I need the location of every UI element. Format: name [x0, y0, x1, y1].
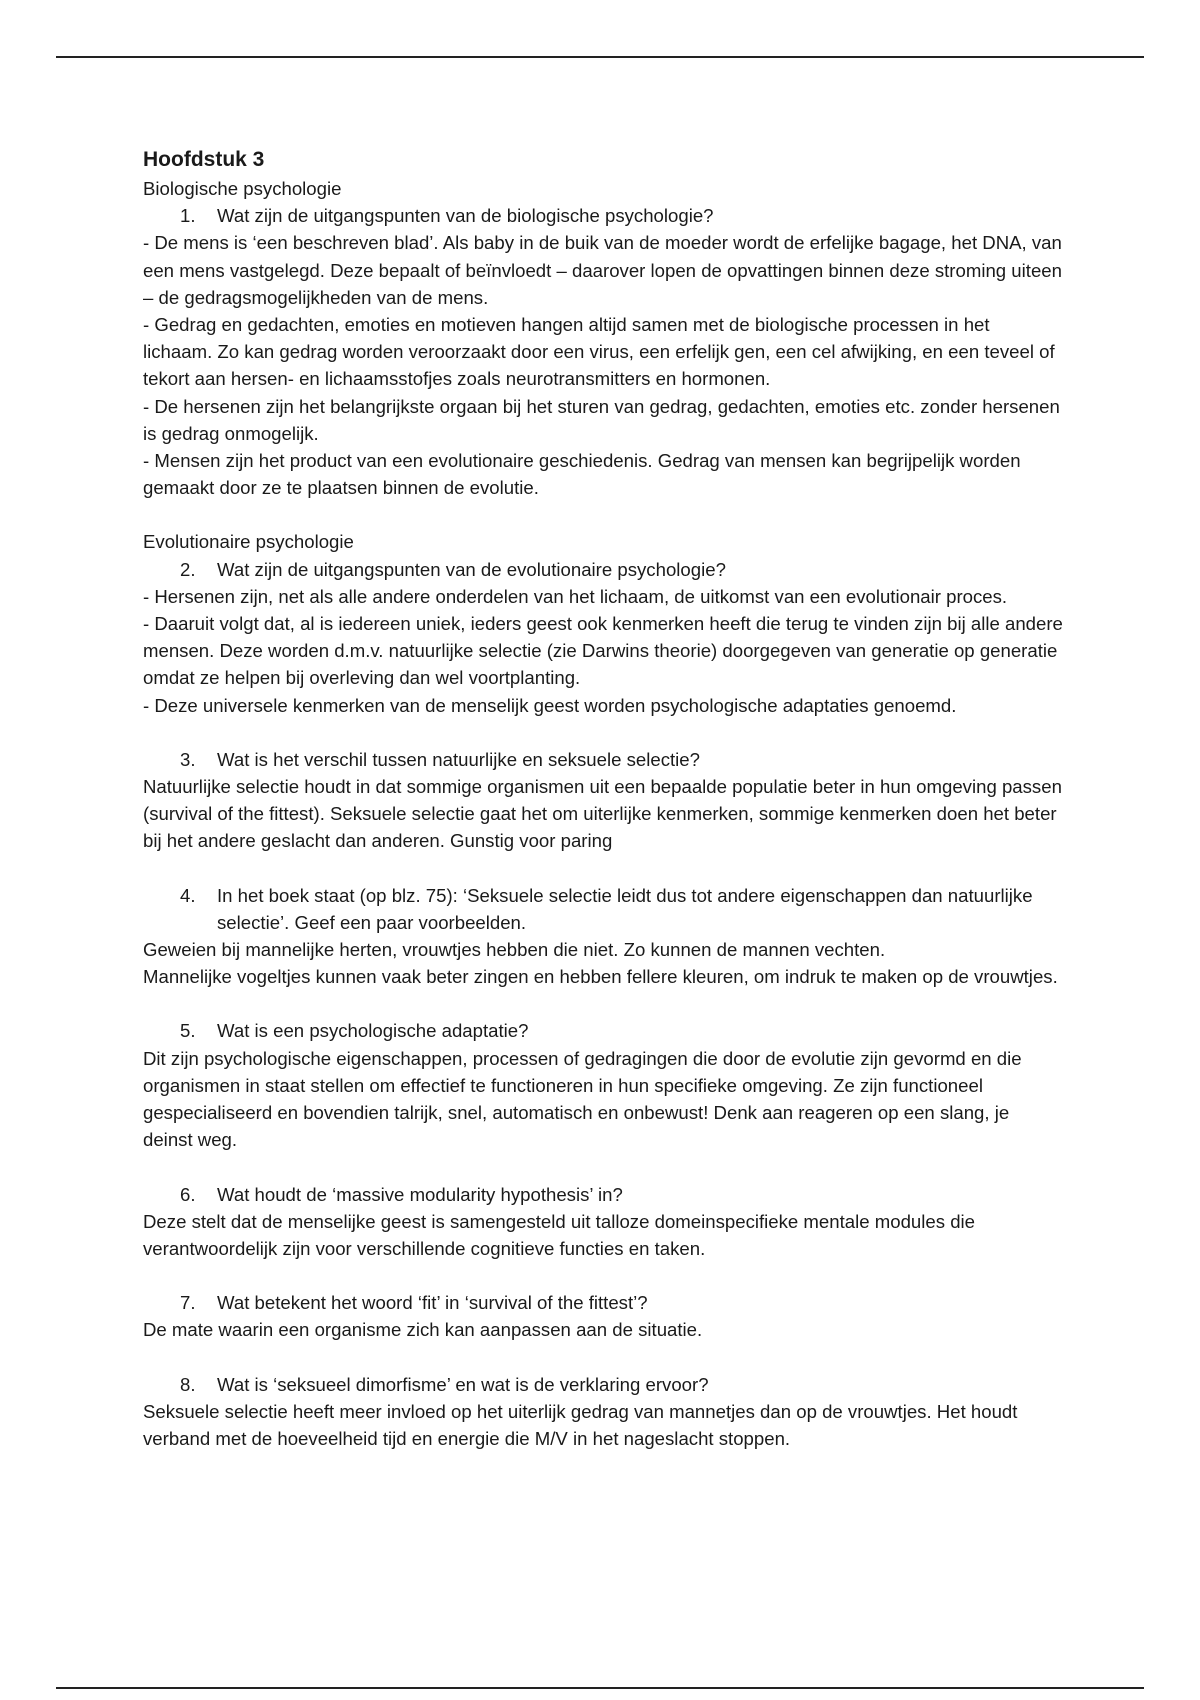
spacer	[143, 1262, 1063, 1289]
question-text: Wat is ‘seksueel dimorfisme’ en wat is de verklaring ervoor?	[217, 1373, 709, 1395]
question-text: Wat zijn de uitgangspunten van de evolutionaire psychologie?	[217, 558, 726, 580]
answer-text: Seksuele selectie heeft meer invloed op het uiterlijk gedrag van mannetjes dan op de vrouwtjes. Het houdt verband met de hoeveelheid tijd en energie die M/V in het nageslacht stoppen.	[143, 1400, 1018, 1449]
question-text: Wat zijn de uitgangspunten van de biologische psychologie?	[217, 205, 714, 227]
footer-rule	[56, 1687, 1144, 1689]
answer-line: - Hersenen zijn, net als alle andere onderdelen van het lichaam, de uitkomst van een evolutionair proces.	[143, 585, 1008, 607]
question-4	[143, 882, 1063, 936]
question-text: In het boek staat (op blz. 75): ‘Seksuele selectie leidt dus tot andere eigenschappen dan natuurlijke selectie’. Geef een paar voorbeelden.	[217, 884, 1033, 933]
question-text: Wat betekent het woord ‘fit’ in ‘survival of the fittest’?	[217, 1292, 648, 1314]
question-number: 2.	[180, 558, 196, 580]
spacer	[143, 1154, 1063, 1181]
question-text: Wat houdt de ‘massive modularity hypothesis’ in?	[217, 1183, 623, 1205]
question-number: 8.	[180, 1373, 196, 1395]
section-label-bio: Biologische psychologie	[143, 178, 342, 199]
question-text: Wat is een psychologische adaptatie?	[217, 1020, 529, 1042]
header-rule	[56, 56, 1144, 58]
question-number: 5.	[180, 1020, 196, 1042]
question-7	[143, 1289, 1063, 1316]
chapter-title: Hoofdstuk 3	[143, 148, 265, 171]
answer-line: - Gedrag en gedachten, emoties en motieven hangen altijd samen met de biologische processen in het lichaam. Zo kan gedrag worden veroorzaakt door een virus, een erfelijk gen, een cel afwijking, en een teveel of tekort aan hersen- en lichaamsstofjes zoals neurotransmitters en hormonen.	[143, 314, 1055, 390]
question-number: 4.	[180, 884, 196, 906]
answer-text: De mate waarin een organisme zich kan aanpassen aan de situatie.	[143, 1319, 703, 1341]
question-2	[143, 556, 1063, 583]
answer-line: - Daaruit volgt dat, al is iedereen uniek, ieders geest ook kenmerken heeft die terug te vinden zijn bij alle andere mensen. Deze worden d.m.v. natuurlijke selectie (zie Darwins theorie) doorgegeven van generatie op generatie omdat ze helpen bij overleving dan wel voortplanting.	[143, 613, 1063, 689]
answer-line: Geweien bij mannelijke herten, vrouwtjes hebben die niet. Zo kunnen de mannen vechten.	[143, 939, 886, 961]
question-6	[143, 1181, 1063, 1208]
document-body	[143, 145, 1063, 1452]
question-number: 1.	[180, 205, 196, 227]
spacer	[143, 501, 1063, 528]
answer-text: Natuurlijke selectie houdt in dat sommige organismen uit een bepaalde populatie beter in hun omgeving passen (survival of the fittest). Seksuele selectie gaat het om uiterlijke kenmerken, sommige kenmerken doen het beter bij het andere geslacht dan anderen. Gunstig voor paring	[143, 776, 1062, 852]
question-5	[143, 1017, 1063, 1044]
answer-line: - Mensen zijn het product van een evolutionaire geschiedenis. Gedrag van mensen kan begrijpelijk worden gemaakt door ze te plaatsen binnen de evolutie.	[143, 450, 1021, 499]
question-number: 7.	[180, 1292, 196, 1314]
spacer	[143, 990, 1063, 1017]
answer-line: Mannelijke vogeltjes kunnen vaak beter zingen en hebben fellere kleuren, om indruk te maken op de vrouwtjes.	[143, 966, 1058, 988]
question-3	[143, 746, 1063, 773]
question-8	[143, 1371, 1063, 1398]
spacer	[143, 719, 1063, 746]
answer-line: - De mens is ‘een beschreven blad’. Als baby in de buik van de moeder wordt de erfelijke bagage, het DNA, van een mens vastgelegd. Deze bepaalt of beïnvloedt – daarover lopen de opvattingen binnen deze stroming uiteen – de gedragsmogelijkheden van de mens.	[143, 232, 1062, 308]
question-number: 3.	[180, 748, 196, 770]
answer-line: - Deze universele kenmerken van de menselijk geest worden psychologische adaptaties genoemd.	[143, 694, 957, 716]
question-1	[143, 202, 1063, 229]
spacer	[143, 1344, 1063, 1371]
section-label-evo: Evolutionaire psychologie	[143, 531, 354, 553]
answer-line: - De hersenen zijn het belangrijkste orgaan bij het sturen van gedrag, gedachten, emoties etc. zonder hersenen is gedrag onmogelijk.	[143, 395, 1060, 444]
spacer	[143, 855, 1063, 882]
question-text: Wat is het verschil tussen natuurlijke en seksuele selectie?	[217, 748, 700, 770]
answer-text: Deze stelt dat de menselijke geest is samengesteld uit talloze domeinspecifieke mentale modules die verantwoordelijk zijn voor verschillende cognitieve functies en taken.	[143, 1210, 976, 1259]
question-number: 6.	[180, 1183, 196, 1205]
answer-text: Dit zijn psychologische eigenschappen, processen of gedragingen die door de evolutie zijn gevormd en die organismen in staat stellen om effectief te functioneren in hun specifieke omgeving. Ze zijn functioneel gespecialiseerd en bovendien talrijk, snel, automatisch en onbewust! Denk aan reageren op een slang, je deinst weg.	[143, 1047, 1022, 1151]
